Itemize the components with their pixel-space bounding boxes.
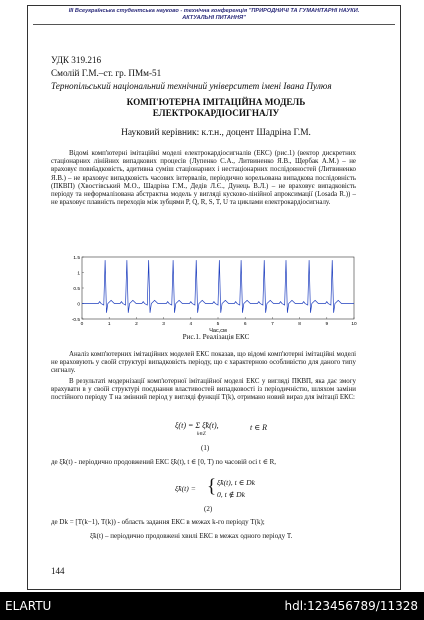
equation-number-1: (1)	[201, 444, 210, 452]
plot-area	[82, 257, 354, 319]
author-line: Смолій Г.М.–ст. гр. ПМм-51	[51, 68, 162, 78]
formula-2-brace: {	[207, 476, 217, 497]
footer-bar	[0, 592, 424, 620]
formula-1-expr: ξ(t) = Σ ξ̃k(t),	[175, 421, 219, 430]
formula-1	[175, 421, 268, 437]
ecg-chart	[62, 254, 362, 334]
x-tick-label: 5	[216, 322, 220, 327]
y-tick-label: 1	[77, 271, 80, 277]
y-tick-label: 0.5	[73, 286, 80, 292]
paper-title-line2: ЕЛЕКТРОКАРДІОСИГНАЛУ	[152, 108, 280, 118]
x-tick-label: 10	[351, 322, 357, 327]
x-tick-label: 4	[189, 322, 193, 327]
x-tick-label: 3	[162, 322, 165, 327]
conference-header-line2: АКТУАЛЬНІ ПИТАННЯ"	[182, 15, 246, 21]
formula-1-condition: t ∈ R	[250, 423, 268, 432]
x-tick-label: 0	[80, 322, 84, 327]
footer-handle-link[interactable]: hdl:123456789/11328	[284, 599, 418, 613]
formula-2-lhs: ξ̃k(t) =	[175, 484, 196, 493]
formula-2-case1: ξ̃k(t), t ∈ Dk	[217, 478, 255, 487]
x-tick-label: 9	[325, 322, 329, 327]
affiliation: Тернопільський національний технічний університет імені Івана Пулюя	[51, 81, 332, 91]
footer-repository-name: ELARTU	[5, 599, 52, 613]
supervisor: Науковий керівник: к.т.н., доцент Шадріна Г.М.	[121, 128, 311, 138]
x-axis-label: Час,см	[209, 328, 227, 334]
paragraph-intro: Відомі комп'ютерні імітаційні моделі електрокардіосигналів (ЕКС) (рис.1) (вектор дискретних стаціонарних лінійних випадкових процесів (Лупенко С.А., Литвиненко Я.В., Щербак А.М.) – не враховує повиїадковість, адитивна суміш стаціонарних і нестаціонарних послідовностей (Литвиненко Я.В.) – не враховує випадковість часових інтервалів, періодично корельована випадкова послідовність (ПКВП) (Хвостівський М.О., Шадріна Г.М., Дедів Л.Є., Дунець В.Л.) – не враховує випадковість періоду та неформалізована абстрактна модель у вигляді кусково-лінійної апроксимації (Losada R.)) – не враховує плавність переходів між зубцями P, Q, R, S, T, U та циклами електрокардіосигналу.	[51, 150, 356, 207]
page-number: 144	[51, 566, 65, 576]
x-tick-label: 2	[135, 322, 138, 327]
conference-header-line1: III Всеукраїнська студентська науково - технічна конференція "ПРИРОДНИЧІ ТА ГУМАНІТАРНІ НАУКИ.	[68, 8, 360, 14]
paper-title-line1: КОМП'ЮТЕРНА ІМІТАЦІЙНА МОДЕЛЬ	[126, 97, 306, 107]
paragraph-result: В результаті модернізації комп'ютерної імітаційної моделі ЕКС у вигляді ПКВП, яка дає змогу врахувати в у своїй структурі поєднання властивостей випадковості із періодичністю, шляхом заміни постійного періоду T на змінний період у вигляді функції T(k), отримано новий вираз для імітації ЕКС:	[51, 378, 356, 402]
definition-line-1: де ξ̃k(t) - періодично продовжений ЕКС ξ̃k(t), t ∈ [0, T) по часовій осі t ∈ R,	[51, 458, 277, 466]
formula-2-case2: 0, t ∉ Dk	[217, 490, 245, 499]
conference-header	[30, 8, 398, 22]
x-tick-label: 6	[243, 322, 247, 327]
formula-1-sum-sub: k∈Z	[197, 432, 206, 437]
y-tick-label: -0.5	[71, 317, 80, 323]
definition-line-2: де Dk = [T(k−1), T(k)) - область задання ЕКС в межах k-го періоду T(k);	[51, 518, 265, 526]
udk-code: УДК 319.216	[51, 55, 102, 65]
header-divider	[33, 24, 395, 25]
y-tick-label: 0	[77, 302, 80, 308]
ecg-chart-svg	[62, 254, 362, 334]
figure-caption: Рис.1. Реалізація ЕКС	[182, 333, 250, 341]
equation-number-2: (2)	[204, 505, 213, 513]
y-tick-label: 1.5	[73, 255, 80, 261]
x-tick-label: 8	[298, 322, 301, 327]
x-tick-label: 7	[271, 322, 274, 327]
paragraph-analysis: Аналіз комп'ютерних імітаційних моделей ЕКС показав, що відомі комп'ютерні імітаційні моделі не враховують у своїй структурі випадковість періоду, що є характерною особливістю для даного типу сигналу.	[51, 351, 356, 375]
x-tick-label: 1	[107, 322, 111, 327]
definition-line-3: ξ̃k(t) – періодично продовжені хвилі ЕКС в межах одного періоду T.	[90, 532, 293, 540]
